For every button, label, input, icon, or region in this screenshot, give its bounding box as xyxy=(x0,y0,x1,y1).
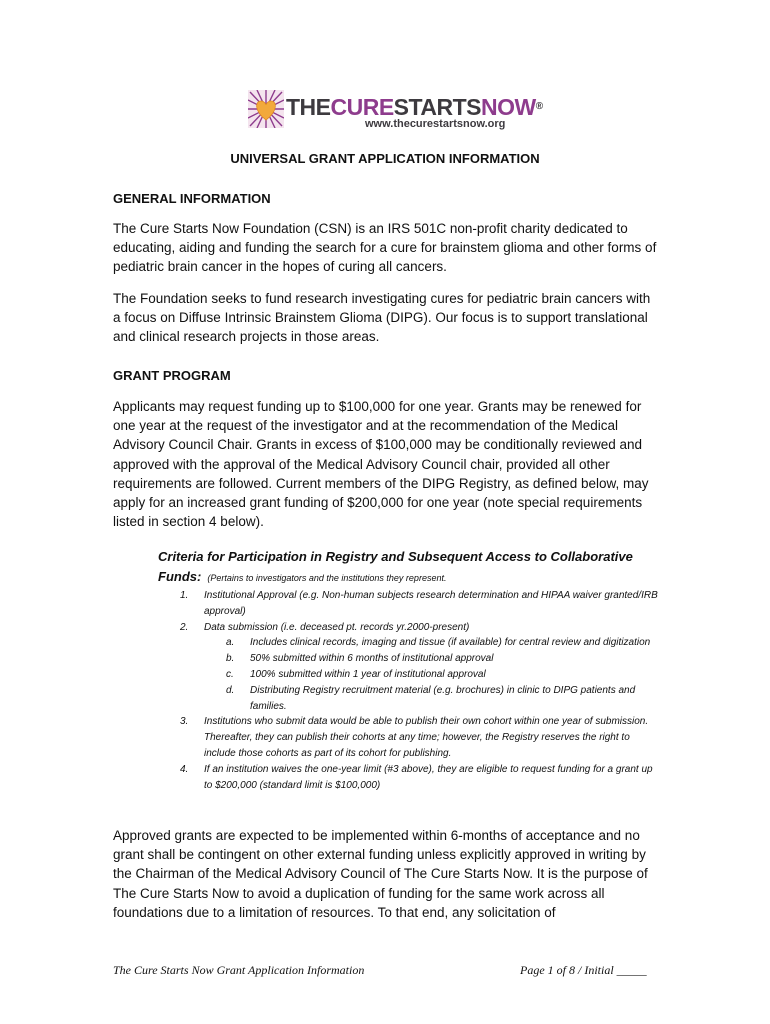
logo-url: www.thecurestartsnow.org xyxy=(365,118,506,130)
logo xyxy=(248,90,543,132)
criteria-section xyxy=(158,547,658,793)
list-item: 3. Institutions who submit data would be able to publish their own cohort within one year of submission. Thereafter, they can publish their cohorts at any time; however, the Registry reserves the right to include those cohorts as part of its cohort for publishing. xyxy=(180,716,649,759)
grant-heading: GRANT PROGRAM xyxy=(113,368,231,383)
general-paragraph-2: The Foundation seeks to fund research investigating cures for pediatric brain cancers with a focus on Diffuse Intrinsic Brainstem Glioma (DIPG). Our focus is to support translational and clinical research projects in those areas. xyxy=(113,291,651,345)
criteria-subnote: (Pertains to investigators and the institutions they represent. xyxy=(207,573,447,583)
criteria-heading: Criteria for Participation in Registry and Subsequent Access to Collaborative Funds: (Pertains to investigators and the institutions they represent. xyxy=(158,549,633,584)
heart-logo-icon xyxy=(248,90,284,128)
list-item: a. Includes clinical records, imaging and tissue (if available) for central review and digitization xyxy=(226,637,651,649)
footer-left: The Cure Starts Now Grant Application Information xyxy=(113,963,365,977)
document-title: UNIVERSAL GRANT APPLICATION INFORMATION xyxy=(230,151,540,166)
general-heading: GENERAL INFORMATION xyxy=(113,191,271,206)
footer-right: Page 1 of 8 / Initial _____ xyxy=(520,963,647,977)
logo-wordmark: THECURESTARTSNOW® xyxy=(286,94,543,120)
list-item: d. Distributing Registry recruitment material (e.g. brochures) in clinic to DIPG patients and families. xyxy=(226,684,636,712)
list-item: b. 50% submitted within 6 months of institutional approval xyxy=(226,653,494,665)
criteria-list xyxy=(158,588,658,793)
list-item: c. 100% submitted within 1 year of institutional approval xyxy=(226,668,486,680)
list-item: 1. Institutional Approval (e.g. Non-human subjects research determination and HIPAA waiver granted/IRB approval) xyxy=(180,590,658,617)
list-item: 4. If an institution waives the one-year limit (#3 above), they are eligible to request funding for a grant up to $200,000 (standard limit is $100,000) xyxy=(180,763,653,791)
closing-paragraph: Approved grants are expected to be implemented within 6-months of acceptance and no grant shall be contingent on other external funding unless explicitly approved in writing by the Chairman of the Medical Advisory Council of The Cure Starts Now. It is the purpose of The Cure Starts Now to avoid a duplication of funding for the same work across all foundations due to a limitation of resources. To that end, any solicitation of xyxy=(113,828,648,920)
list-item: 2. Data submission (i.e. deceased pt. records yr.2000-present) a. Includes clinical records, imaging and tissue (if available) for central review and digitization b. 50% submitted within 6 months of institutional approval c. 100% submitted within 1 year of institutional approval d. Distributing Registry recruitment material (e.g. brochures) in clinic to DIPG patients and families. xyxy=(158,620,658,715)
data-submission-sublist xyxy=(204,635,658,714)
grant-paragraph: Applicants may request funding up to $100,000 for one year. Grants may be renewed for one year at the request of the investigator and at the recommendation of the Medical Advisory Council Chair. Grants in excess of $100,000 may be conditionally reviewed and approved with the approval of the Medical Advisory Council chair, provided all other requirements are followed. Current members of the DIPG Registry, as defined below, may apply for an increased grant funding of $200,000 for one year (note special requirements listed in section 4 below). xyxy=(113,399,649,530)
general-paragraph-1: The Cure Starts Now Foundation (CSN) is an IRS 501C non-profit charity dedicated to educating, aiding and funding the search for a cure for brainstem glioma and other forms of pediatric brain cancer in the hopes of curing all cancers. xyxy=(113,221,657,275)
